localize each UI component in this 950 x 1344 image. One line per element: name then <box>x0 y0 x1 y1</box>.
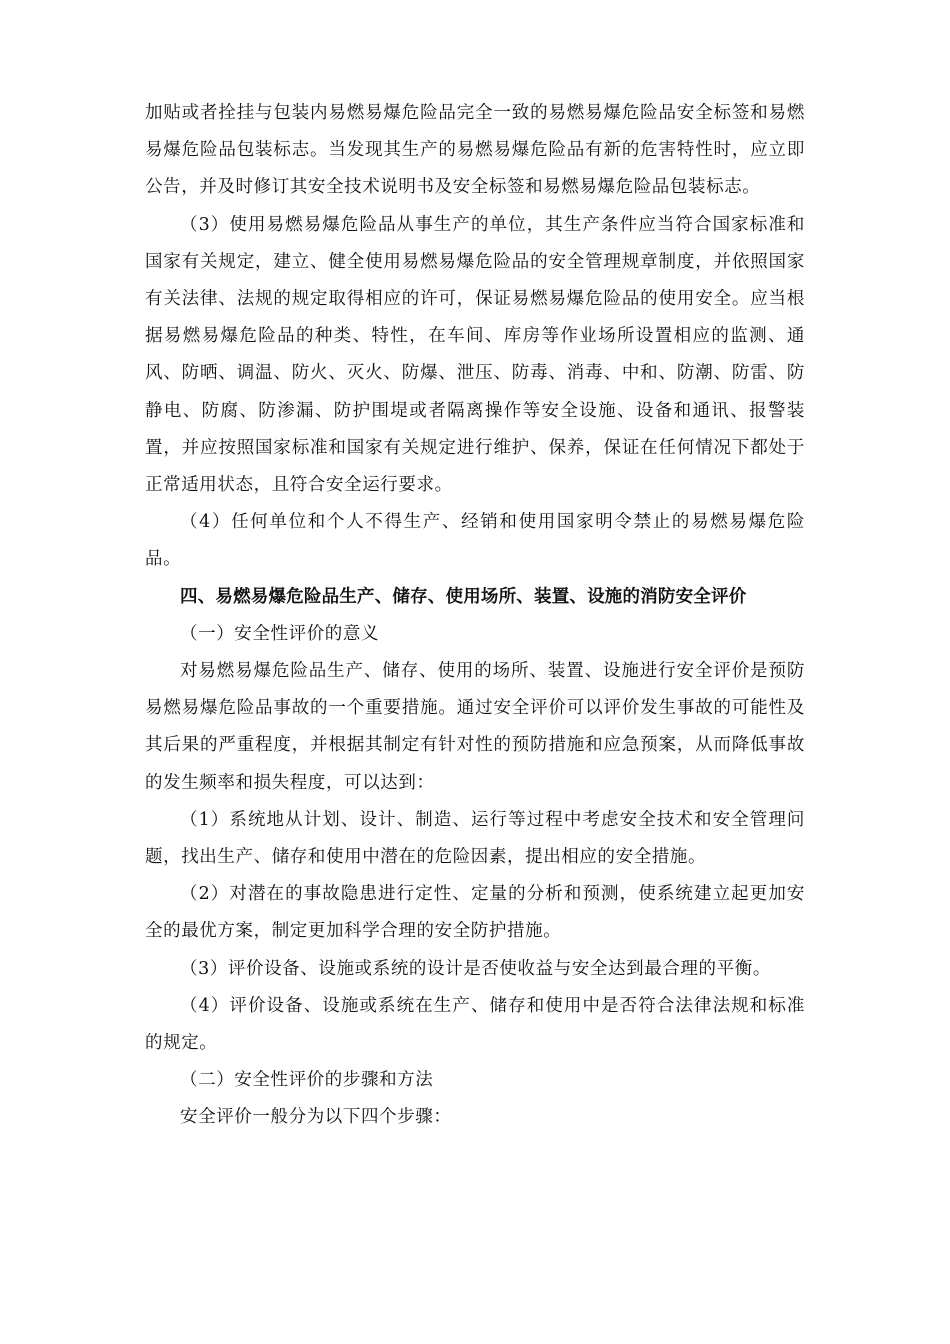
paragraph-point-3: （3）评价设备、设施或系统的设计是否使收益与安全达到最合理的平衡。 <box>180 958 771 979</box>
paragraph-steps-intro: 安全评价一般分为以下四个步骤： <box>180 1107 452 1128</box>
paragraph-point-4: （4）评价设备、设施或系统在生产、储存和使用中是否符合法律法规和标准的规定。 <box>145 995 805 1054</box>
paragraph-item-4: （4）任何单位和个人不得生产、经销和使用国家明令禁止的易燃易爆危险品。 <box>145 512 805 570</box>
subsection-heading-2: （二）安全性评价的步骤和方法 <box>180 1070 434 1091</box>
paragraph-point-1: （1）系统地从计划、设计、制造、运行等过程中考虑安全技术和安全管理问题，找出生产、储存和使用中潜在的危险因素，提出相应的安全措施。 <box>145 809 805 868</box>
paragraph-continuation: 加贴或者拴挂与包装内易燃易爆危险品完全一致的易燃易爆危险品安全标签和易燃易爆危险品包装标志。当发现其生产的易燃易爆危险品有新的危害特性时，应立即公告，并及时修订其安全技术说明书及安全标签和易燃易爆危险品包装标志。 <box>145 103 805 198</box>
paragraph-item-3: （3）使用易燃易爆危险品从事生产的单位，其生产条件应当符合国家标准和国家有关规定，建立、健全使用易燃易爆危险品的安全管理规章制度，并依照国家有关法律、法规的规定取得相应的许可，保证易燃易爆危险品的使用安全。应当根据易燃易爆危险品的种类、特性，在车间、库房等作业场所设置相应的监测、通风、防晒、调温、防火、灭火、防爆、泄压、防毒、消毒、中和、防潮、防雷、防静电、防腐、防渗漏、防护围堤或者隔离操作等安全设施、设备和通讯、报警装置，并应按照国家标准和国家有关规定进行维护、保养，保证在任何情况下都处于正常适用状态，且符合安全运行要求。 <box>145 214 805 496</box>
document-page <box>145 95 805 1137</box>
section-heading: 四、易燃易爆危险品生产、储存、使用场所、装置、设施的消防安全评价 <box>180 586 747 607</box>
paragraph-significance: 对易燃易爆危险品生产、储存、使用的场所、装置、设施进行安全评价是预防易燃易爆危险品事故的一个重要措施。通过安全评价可以评价发生事故的可能性及其后果的严重程度，并根据其制定有针对性的预防措施和应急预案，从而降低事故的发生频率和损失程度，可以达到： <box>145 661 805 793</box>
subsection-heading-1: （一）安全性评价的意义 <box>180 623 380 644</box>
paragraph-point-2: （2）对潜在的事故隐患进行定性、定量的分析和预测，使系统建立起更加安全的最优方案，制定更加科学合理的安全防护措施。 <box>145 884 805 942</box>
